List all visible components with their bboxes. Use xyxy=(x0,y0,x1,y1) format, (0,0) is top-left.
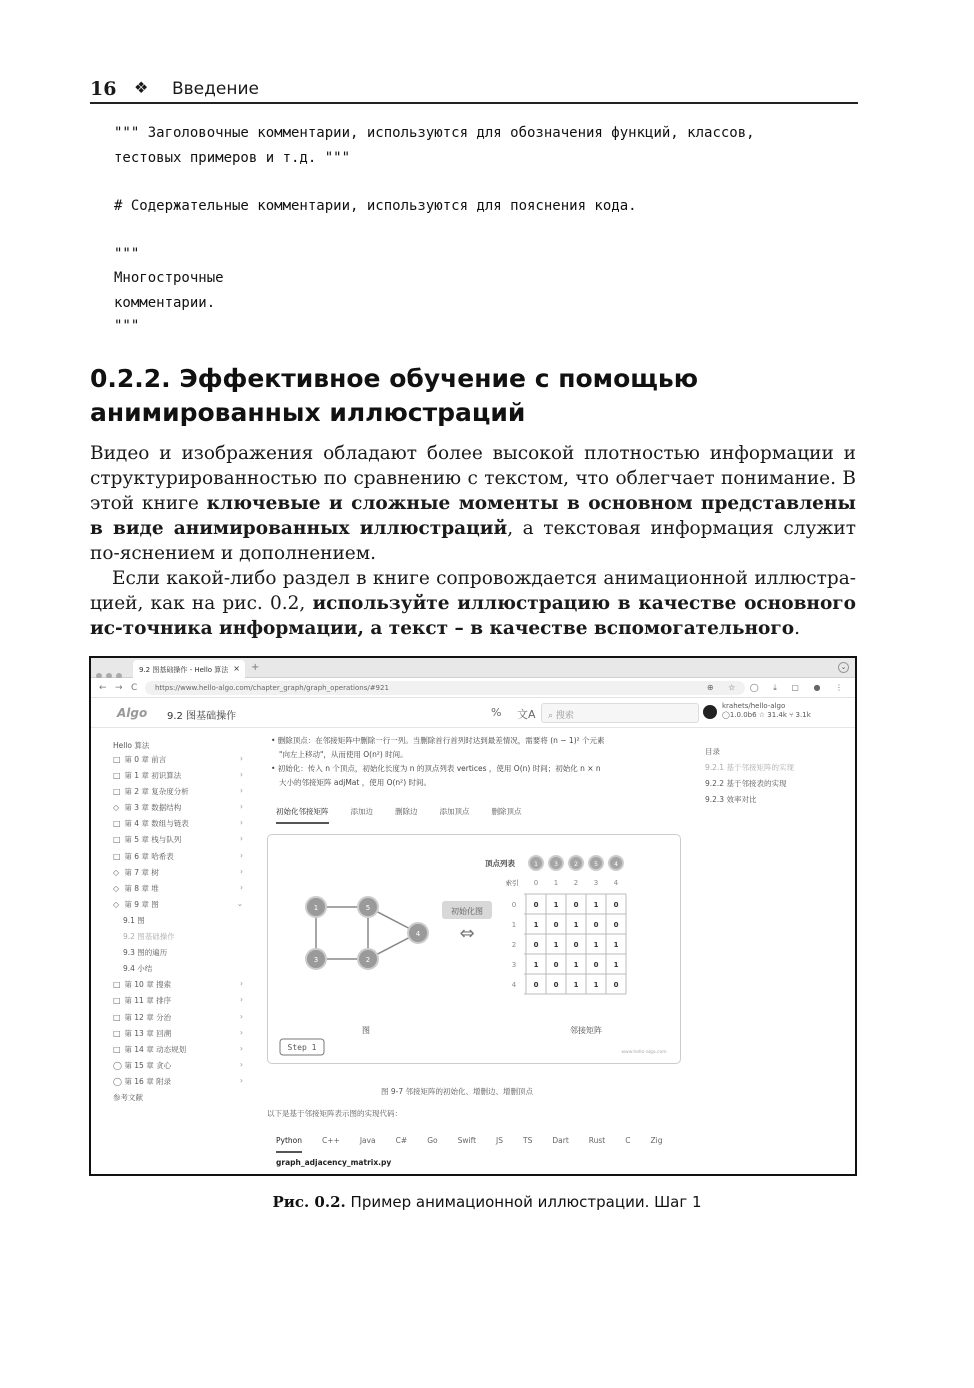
animation-tabs xyxy=(276,806,544,824)
matrix-cell: 0 xyxy=(553,961,559,969)
browser-url-bar xyxy=(91,678,855,698)
sidebar-item-label: 第 8 章 堆 xyxy=(122,883,159,893)
matrix-cell: 0 xyxy=(573,941,579,949)
chevron-right-icon[interactable]: › xyxy=(240,866,243,876)
double-arrow-icon: ⇔ xyxy=(459,923,475,944)
sidebar-item-label: 第 11 章 排序 xyxy=(122,996,172,1006)
matrix-cell: 0 xyxy=(593,921,599,929)
vertex-list-value: 1 xyxy=(534,861,538,868)
diamond-separator-icon: ❖ xyxy=(134,78,149,97)
back-icon[interactable]: ← xyxy=(99,683,107,693)
sidebar-item-label: 第 1 章 初识算法 xyxy=(122,771,182,781)
para-text: , а текстовая информация служит по-яснением и дополнением. xyxy=(90,518,856,564)
section-title-line2: анимированных иллюстраций xyxy=(90,398,526,427)
chapter-icon: ◇ xyxy=(113,803,120,813)
sidebar-item-label: 第 0 章 前言 xyxy=(122,755,167,764)
language-tab[interactable]: Go xyxy=(427,1136,438,1145)
matrix-cell: 0 xyxy=(553,921,559,929)
figure-caption: 图 9-7 邻接矩阵的初始化、增删边、增删顶点 xyxy=(381,1087,534,1096)
animation-svg xyxy=(268,835,682,1065)
matrix-cell: 0 xyxy=(613,981,619,989)
graph-label: 图 xyxy=(362,1026,370,1035)
chapter-icon: ◇ xyxy=(113,867,120,877)
chevron-right-icon[interactable]: › xyxy=(240,995,243,1005)
language-tab[interactable]: Dart xyxy=(552,1136,569,1145)
body-paragraph xyxy=(90,441,856,566)
sidebar-item-chapter-2[interactable] xyxy=(113,786,245,802)
new-tab-icon[interactable]: + xyxy=(251,662,260,673)
repo-stats: ◯1.0.0b6 ☆ 31.4k ⑂ 3.1k xyxy=(722,711,811,719)
matrix-cell: 0 xyxy=(533,981,539,989)
para-text: . xyxy=(794,618,800,639)
para-text: Если какой-либо раздел в книге сопровождается анимационной иллюстра-цией, как на рис. 0.2, xyxy=(90,568,856,614)
col-index: 3 xyxy=(593,879,599,887)
sidebar-item-chapter-3[interactable] xyxy=(113,802,245,818)
para-text: Видео и изображения обладают более высокой плотностью информации и структурированностью по сравнению с текстом, что облегчает понимание. В этой книге xyxy=(90,443,856,514)
chevron-right-icon[interactable]: › xyxy=(240,1011,243,1021)
browser-toolbar-icons[interactable]: ⊕ ☆ ◯ ⤓ ▢ ● ⋮ xyxy=(706,683,849,692)
github-icon xyxy=(703,705,717,719)
search-icon: ⌕ xyxy=(548,711,556,721)
sidebar-subitem[interactable]: 9.4 小结 xyxy=(123,964,153,974)
content-bullet: • 删除顶点：在邻接矩阵中删除一行一列。当删除首行首列时达到最差情况，需要将 (n − 1)² 个元素 xyxy=(271,736,605,745)
vertex-list-label: 顶点列表 xyxy=(485,859,515,868)
chevron-right-icon[interactable]: › xyxy=(240,770,243,780)
code-line: # Содержательные комментарии, используются для пояснения кода. xyxy=(114,198,637,214)
sidebar-item-label: 第 5 章 栈与队列 xyxy=(122,835,182,845)
chevron-right-icon[interactable]: › xyxy=(240,834,243,844)
code-line: тестовых примеров и т.д. """ xyxy=(114,150,351,166)
sidebar-item-chapter-12[interactable] xyxy=(113,1012,245,1028)
graph-node-label: 1 xyxy=(313,904,319,912)
matrix-cell: 0 xyxy=(533,941,539,949)
sidebar-item-references[interactable]: 参考文献 xyxy=(113,1092,143,1102)
chapter-icon: □ xyxy=(113,851,121,861)
figure-screenshot xyxy=(89,656,857,1176)
matrix-cell: 1 xyxy=(593,981,599,989)
graph-node-label: 5 xyxy=(365,904,371,912)
matrix-cell: 1 xyxy=(593,901,599,909)
sidebar-item-chapter-9[interactable] xyxy=(113,899,245,915)
row-index: 2 xyxy=(511,941,517,949)
chevron-right-icon[interactable]: › xyxy=(240,1075,243,1085)
animation-tab[interactable]: 删除顶点 xyxy=(491,807,522,816)
sidebar-item-chapter-0[interactable] xyxy=(113,754,245,770)
sidebar-item-chapter-8[interactable] xyxy=(113,883,245,899)
address-input[interactable]: https://www.hello-algo.com/chapter_graph/graph_operations/#921 xyxy=(145,681,745,695)
code-line: """ Заголовочные комментарии, используются для обозначения функций, классов, xyxy=(114,125,755,141)
sidebar-item-chapter-15[interactable] xyxy=(113,1060,245,1076)
section-title-line1: 0.2.2. Эффективное обучение с помощью xyxy=(90,364,699,393)
matrix-cell: 1 xyxy=(573,961,579,969)
sidebar-item-chapter-10[interactable] xyxy=(113,979,245,995)
sidebar-item-chapter-11[interactable] xyxy=(113,995,245,1011)
matrix-cell: 1 xyxy=(553,901,559,909)
toc-heading: 目录 xyxy=(705,747,720,756)
chevron-right-icon[interactable]: › xyxy=(240,1027,243,1037)
chevron-right-icon[interactable]: › xyxy=(240,818,243,828)
chapter-icon: ◇ xyxy=(113,883,120,893)
animation-canvas xyxy=(267,834,681,1064)
sidebar-item-label: 第 12 章 分治 xyxy=(122,1012,172,1022)
sidebar-item-chapter-5[interactable] xyxy=(113,834,245,850)
sidebar-item-chapter-1[interactable] xyxy=(113,770,245,786)
caption-text: Пример анимационной иллюстрации. Шаг 1 xyxy=(345,1193,702,1211)
sidebar-subitem[interactable]: 9.1 图 xyxy=(123,915,145,925)
animation-tab[interactable]: 添加顶点 xyxy=(439,807,470,816)
animation-tab[interactable]: 添加边 xyxy=(350,807,373,816)
toc-item[interactable]: 9.2.1 基于邻接矩阵的实现 xyxy=(705,763,794,772)
chevron-right-icon[interactable]: › xyxy=(240,754,243,763)
row-index: 4 xyxy=(511,981,517,989)
code-line: """ xyxy=(114,318,140,334)
sidebar-item-label: 第 3 章 数据结构 xyxy=(122,803,182,813)
chevron-right-icon[interactable]: › xyxy=(240,802,243,812)
code-line: Многострочные xyxy=(114,270,224,286)
content-bullet-cont: "向左上移动"，从而使用 O(n²) 时间。 xyxy=(279,750,408,759)
col-index: 1 xyxy=(553,879,559,887)
site-page-title: 9.2 图基础操作 xyxy=(167,711,237,722)
graph-node-label: 4 xyxy=(415,930,421,938)
chapter-icon: □ xyxy=(113,835,121,845)
sidebar-subitem[interactable]: 9.2 图基础操作 xyxy=(123,932,175,942)
language-tab[interactable]: Java xyxy=(359,1136,376,1145)
sidebar-item-label: 第 16 章 附录 xyxy=(122,1076,172,1086)
tab-title: 9.2 图基础操作 - Hello 算法 xyxy=(139,666,229,674)
row-index: 3 xyxy=(511,961,517,969)
matrix-cell: 1 xyxy=(573,921,579,929)
code-line: комментарии. xyxy=(114,295,216,311)
sidebar-item-label: 第 15 章 贪心 xyxy=(122,1060,172,1070)
matrix-cell: 1 xyxy=(533,921,539,929)
vertex-list-value: 5 xyxy=(594,861,598,868)
content-text xyxy=(271,734,681,790)
matrix-cell: 1 xyxy=(593,941,599,949)
content-bullet: • 初始化：传入 n 个顶点，初始化长度为 n 的顶点列表 vertices ，使用 O(n) 时间；初始化 n × n xyxy=(271,764,601,773)
vertex-list-value: 4 xyxy=(614,861,618,868)
chapter-icon: □ xyxy=(113,771,121,781)
language-tab[interactable]: JS xyxy=(496,1136,504,1145)
chevron-right-icon[interactable]: › xyxy=(240,979,243,989)
matrix-cell: 0 xyxy=(613,901,619,909)
code-filename: graph_adjacency_matrix.py xyxy=(276,1158,392,1167)
matrix-cell: 1 xyxy=(553,941,559,949)
toc xyxy=(705,744,794,808)
code-line: """ xyxy=(114,246,140,262)
matrix-cell: 0 xyxy=(613,921,619,929)
col-index: 4 xyxy=(613,879,619,887)
chevron-right-icon[interactable]: › xyxy=(240,786,243,796)
index-label: 索引 xyxy=(505,879,519,887)
sidebar-item-label: 第 13 章 回溯 xyxy=(122,1028,172,1038)
chevron-right-icon[interactable]: › xyxy=(240,1059,243,1069)
chapter-icon: □ xyxy=(113,787,121,797)
matrix-label: 邻接矩阵 xyxy=(570,1026,602,1035)
language-tab[interactable]: Python xyxy=(276,1136,302,1153)
sidebar-nav xyxy=(113,740,245,1108)
vertex-list-value: 3 xyxy=(554,861,558,868)
chapter-icon: □ xyxy=(113,755,121,764)
chapter-icon: ◇ xyxy=(113,899,120,909)
translate-icon[interactable]: 文A xyxy=(517,708,536,721)
graph-node-label: 3 xyxy=(313,956,319,964)
chevron-down-icon[interactable]: ⌄ xyxy=(236,898,243,908)
forward-icon[interactable]: → xyxy=(115,683,123,693)
language-tab[interactable]: C xyxy=(625,1136,631,1145)
animation-tab[interactable]: 删除边 xyxy=(395,807,418,816)
watermark: www.hello-algo.com xyxy=(621,1050,667,1055)
toc-item[interactable]: 9.2.2 基于邻接表的实现 xyxy=(705,779,787,788)
matrix-cell: 1 xyxy=(533,961,539,969)
chapter-icon: ◯ xyxy=(113,1076,122,1086)
language-tab[interactable]: TS xyxy=(523,1136,533,1145)
chapter-icon: □ xyxy=(113,1044,121,1054)
language-tab[interactable]: Swift xyxy=(457,1136,477,1145)
vertex-list-value: 2 xyxy=(574,861,578,868)
running-header xyxy=(90,76,858,104)
language-tab[interactable]: Rust xyxy=(588,1136,606,1145)
language-tabs xyxy=(276,1136,682,1153)
matrix-cell: 0 xyxy=(553,981,559,989)
row-index: 0 xyxy=(511,901,517,909)
sidebar-item-label: 第 14 章 动态规划 xyxy=(122,1044,187,1054)
chapter-icon: □ xyxy=(113,819,121,829)
search-input[interactable] xyxy=(541,703,699,723)
matrix-cell: 1 xyxy=(613,941,619,949)
chapter-title: Введение xyxy=(172,79,259,99)
para-bold-text: используйте иллюстрацию в качестве основного ис-точника информации, а текст – в качестве вспомогательного xyxy=(90,593,856,639)
language-tab[interactable]: Zig xyxy=(650,1136,663,1145)
toc-item[interactable]: 9.2.3 效率对比 xyxy=(705,795,757,804)
browser-tab-bar xyxy=(91,658,855,678)
reload-icon[interactable]: C xyxy=(131,683,138,693)
chevron-right-icon[interactable]: › xyxy=(240,850,243,860)
sidebar-item-chapter-6[interactable] xyxy=(113,851,245,867)
matrix-cell: 1 xyxy=(573,981,579,989)
sidebar-subitem[interactable]: 9.3 图的遍历 xyxy=(123,948,168,958)
theme-toggle-icon[interactable]: % xyxy=(491,706,502,719)
sidebar-item-chapter-13[interactable] xyxy=(113,1028,245,1044)
graph-node-label: 2 xyxy=(365,956,371,964)
sidebar-item-label: 第 4 章 数组与链表 xyxy=(122,819,189,829)
page-number: 16 xyxy=(90,78,117,100)
sidebar-heading[interactable]: Hello 算法 xyxy=(113,741,150,750)
site-logo[interactable]: Algo xyxy=(117,706,148,720)
sidebar-item-label: 第 10 章 搜索 xyxy=(122,980,172,990)
step-label: Step 1 xyxy=(287,1043,317,1052)
sidebar-item-label: 第 7 章 树 xyxy=(122,867,159,877)
browser-tab[interactable] xyxy=(133,660,245,678)
row-index: 1 xyxy=(511,921,517,929)
col-index: 2 xyxy=(573,879,579,887)
chapter-icon: □ xyxy=(113,980,121,990)
matrix-cell: 0 xyxy=(533,901,539,909)
caption-label: Рис. 0.2. xyxy=(272,1193,346,1211)
sidebar-item-chapter-16[interactable] xyxy=(113,1076,245,1092)
content-bullet-cont: 大小的邻接矩阵 adjMat ，使用 O(n²) 时间。 xyxy=(279,778,431,787)
site-header xyxy=(91,698,855,728)
chevron-right-icon[interactable]: › xyxy=(240,882,243,892)
language-tab[interactable]: C++ xyxy=(322,1136,340,1145)
sidebar-item-label: 第 2 章 复杂度分析 xyxy=(122,787,189,797)
sidebar-item-label: 第 9 章 图 xyxy=(122,899,159,909)
sidebar-item-chapter-4[interactable] xyxy=(113,818,245,834)
sidebar-item-label: 第 6 章 哈希表 xyxy=(122,851,174,861)
sidebar-item-chapter-14[interactable] xyxy=(113,1044,245,1060)
animation-tab[interactable]: 初始化邻接矩阵 xyxy=(276,806,329,824)
chapter-icon: □ xyxy=(113,1028,121,1038)
language-tab[interactable]: C# xyxy=(395,1136,408,1145)
sidebar-item-chapter-7[interactable] xyxy=(113,867,245,883)
matrix-cell: 0 xyxy=(573,901,579,909)
para-bold-text: ключевые и сложные моменты в основном представлены в виде анимированных иллюстраций xyxy=(90,493,856,539)
matrix-cell: 1 xyxy=(613,961,619,969)
repo-name: krahets/hello-algo xyxy=(722,702,786,710)
chapter-icon: □ xyxy=(113,996,121,1006)
matrix-cell: 0 xyxy=(593,961,599,969)
search-placeholder: 搜索 xyxy=(555,711,574,721)
code-intro: 以下是基于邻接矩阵表示图的实现代码： xyxy=(267,1109,402,1118)
col-index: 0 xyxy=(533,879,539,887)
chapter-icon: ◯ xyxy=(113,1060,122,1070)
close-icon[interactable]: × xyxy=(233,664,240,673)
chevron-right-icon[interactable]: › xyxy=(240,1043,243,1053)
init-graph-label: 初始化图 xyxy=(451,907,483,916)
body-paragraph xyxy=(90,566,856,641)
section-heading xyxy=(90,362,850,430)
figure-caption-book xyxy=(0,1193,974,1211)
chevron-down-icon[interactable]: ⌄ xyxy=(838,662,849,673)
chapter-icon: □ xyxy=(113,1012,121,1022)
